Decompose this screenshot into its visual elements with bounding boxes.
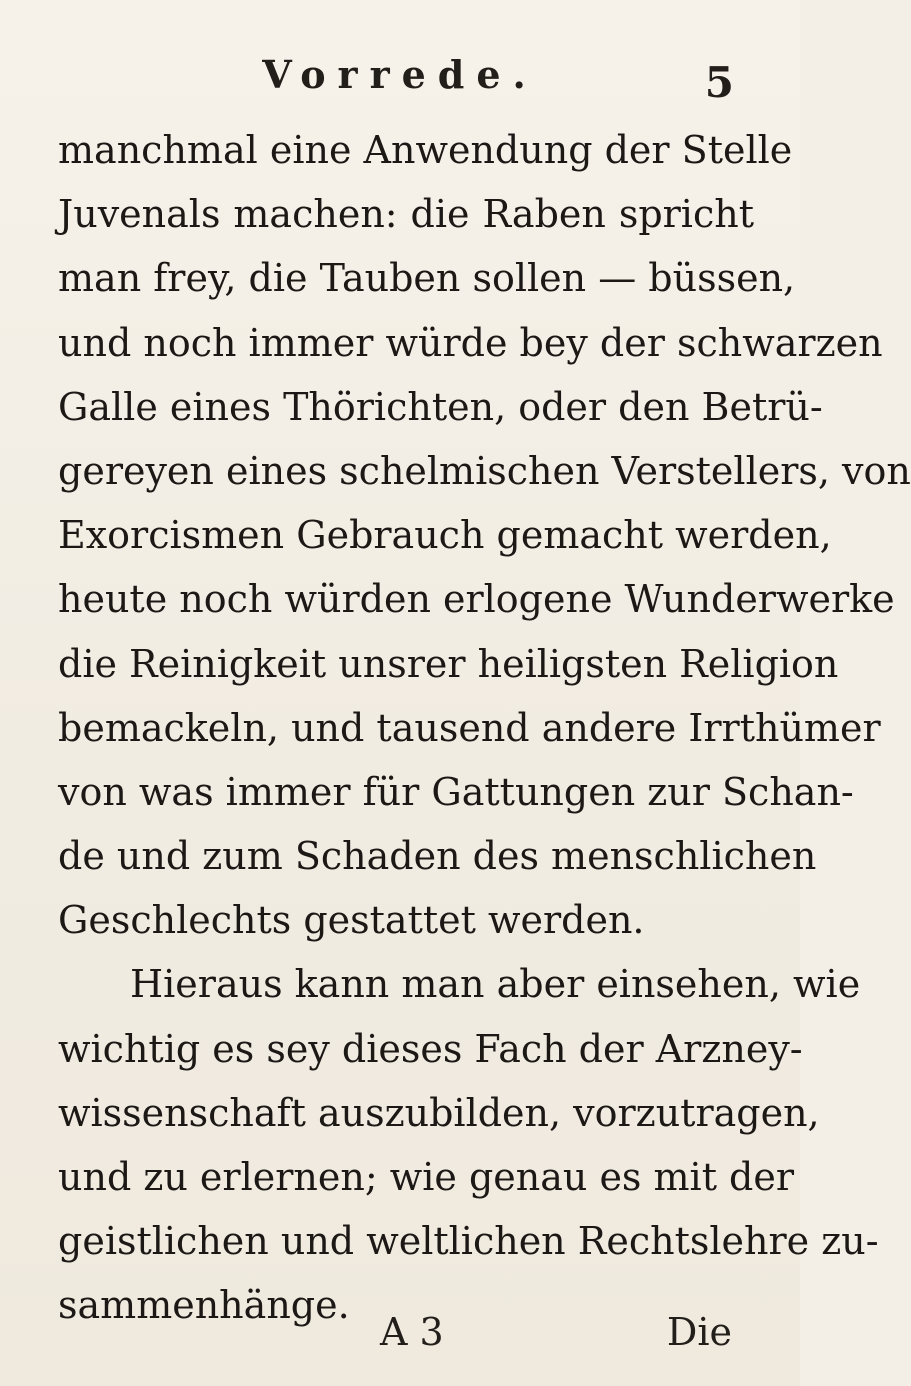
text-line: de und zum Schaden des menschlichen — [58, 834, 817, 879]
body-text — [58, 118, 911, 1338]
paragraph-1 — [58, 118, 911, 952]
text-line: von was immer für Gattungen zur Schan- — [58, 769, 854, 814]
text-line: sammenhänge. — [58, 1283, 350, 1328]
text-line: man frey, die Tauben sollen — büssen, — [58, 256, 796, 301]
running-title: Vorrede. — [262, 52, 538, 97]
page-footer — [0, 1310, 800, 1370]
text-line: und noch immer würde bey der schwarzen — [58, 320, 883, 365]
paragraph-2 — [58, 952, 879, 1337]
text-line: wissenschaft auszubilden, vorzutragen, — [58, 1090, 820, 1135]
text-line: gereyen eines schelmischen Verstellers, von — [58, 448, 911, 493]
text-line: bemackeln, und tausend andere Irrthümer — [58, 705, 881, 750]
page-header — [0, 44, 800, 107]
text-line: heute noch würden erlogene Wunderwerke — [58, 577, 895, 622]
text-line: Juvenals machen: die Raben spricht — [58, 192, 754, 237]
text-line: Hieraus kann man aber einsehen, wie — [130, 962, 861, 1007]
text-line: manchmal eine Anwendung der Stelle — [58, 128, 793, 172]
text-line: Exorcismen Gebrauch gemacht werden, — [58, 513, 832, 558]
catchword: Die — [666, 1310, 732, 1354]
text-line: Geschlechts gestattet werden. — [58, 898, 645, 943]
text-line: die Reinigkeit unsrer heiligsten Religion — [58, 641, 839, 686]
text-line: und zu erlernen; wie genau es mit der — [58, 1155, 795, 1199]
page-number: 5 — [704, 58, 734, 107]
signature-mark: A 3 — [380, 1310, 444, 1354]
text-line: geistlichen und weltlichen Rechtslehre zu- — [58, 1219, 879, 1264]
text-line: wichtig es sey dieses Fach der Arzney- — [58, 1026, 803, 1071]
text-line: Galle eines Thörichten, oder den Betrü- — [58, 384, 823, 429]
